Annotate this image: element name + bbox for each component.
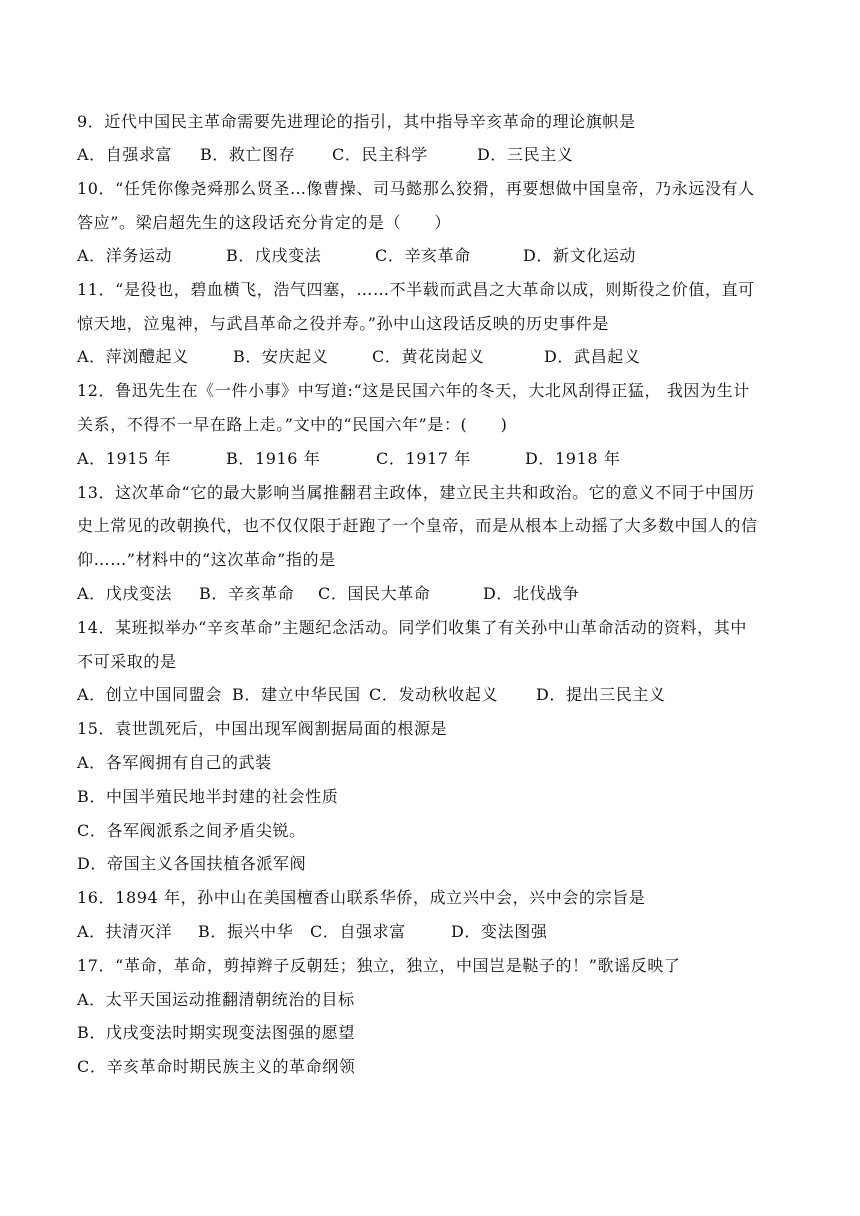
option-d: D．武昌起义 — [544, 347, 641, 366]
option-a: A．戊戌变法 — [77, 584, 173, 603]
question-12-stem-line1: 12．鲁迅先生在《一件小事》中写道:“这是民国六年的冬天，大北风刮得正猛， 我因为生计 — [77, 381, 750, 400]
option-b: B．辛亥革命 — [199, 584, 295, 603]
question-13-stem-line1: 13．这次革命“它的最大影响当属推翻君主政体，建立民主共和政治。它的意义不同于中国历 — [77, 483, 755, 502]
option-a: A．1915 年 — [77, 449, 172, 468]
option-b: B．戊戌变法 — [226, 246, 322, 265]
question-14-stem-line2: 不可采取的是 — [77, 652, 177, 671]
option-c: C．1917 年 — [376, 449, 471, 468]
question-12-stem-line2: 关系，不得不一早在路上走。”文中的“民国六年”是：( ) — [77, 415, 508, 434]
question-15-stem: 15．袁世凯死后，中国出现军阀割据局面的根源是 — [77, 719, 448, 738]
option-c: C．民主科学 — [332, 145, 428, 164]
option-c: C．自强求富 — [310, 922, 406, 941]
question-17-option-c: C．辛亥革命时期民族主义的革命纲领 — [77, 1057, 356, 1076]
question-13-stem-line2: 史上常见的改朝换代，也不仅仅限于赶跑了一个皇帝，而是从根本上动摇了大多数中国人的信 — [77, 516, 758, 535]
question-16-stem: 16．1894 年，孙中山在美国檀香山联系华侨，成立兴中会，兴中会的宗旨是 — [77, 888, 646, 907]
question-17-option-b: B．戊戌变法时期实现变法图强的愿望 — [77, 1023, 355, 1042]
option-a: A．扶清灭洋 — [77, 922, 173, 941]
question-14-stem-line1: 14．某班拟举办“辛亥革命”主题纪念活动。同学们收集了有关孙中山革命活动的资料，其中 — [77, 618, 747, 637]
option-a: A．萍浏醴起义 — [77, 347, 189, 366]
option-b: B．安庆起义 — [233, 347, 329, 366]
option-c: C．发动秋收起义 — [369, 685, 499, 704]
option-a: A．洋务运动 — [77, 246, 173, 265]
question-11-stem-line1: 11．“是役也，碧血横飞，浩气四塞，……不半载而武昌之大革命以成，则斯役之价值，直可 — [77, 280, 755, 299]
question-10-stem-line2: 答应”。梁启超先生的这段话充分肯定的是（ ） — [77, 213, 451, 232]
option-d: D．三民主义 — [477, 145, 574, 164]
option-b: B．1916 年 — [226, 449, 321, 468]
option-d: D．北伐战争 — [483, 584, 580, 603]
option-d: D．提出三民主义 — [536, 685, 666, 704]
option-b: B．救亡图存 — [200, 145, 296, 164]
question-13-stem-line3: 仰……”材料中的“这次革命”指的是 — [77, 550, 336, 569]
option-a: A．创立中国同盟会 — [77, 685, 222, 704]
question-17-option-a: A．太平天国运动推翻清朝统治的目标 — [77, 990, 355, 1009]
option-a: A．自强求富 — [77, 145, 173, 164]
option-d: D．变法图强 — [451, 922, 548, 941]
option-d: D．1918 年 — [525, 449, 621, 468]
question-9-stem: 9．近代中国民主革命需要先进理论的指引，其中指导辛亥革命的理论旗帜是 — [77, 112, 636, 131]
option-b: B．建立中华民国 — [232, 685, 361, 704]
option-c: C．黄花岗起义 — [372, 347, 485, 366]
question-11-stem-line2: 惊天地，泣鬼神，与武昌革命之役并寿。”孙中山这段话反映的历史事件是 — [77, 314, 609, 333]
option-d: D．新文化运动 — [523, 246, 637, 265]
question-15-option-c: C．各军阀派系之间矛盾尖锐。 — [77, 821, 306, 840]
option-b: B．振兴中华 — [198, 922, 294, 941]
option-c: C．国民大革命 — [318, 584, 431, 603]
question-15-option-d: D．帝国主义各国扶植各派军阀 — [77, 854, 307, 873]
question-10-stem-line1: 10．“任凭你像尧舜那么贤圣…像曹操、司马懿那么狡猾，再要想做中国皇帝，乃永远没有人 — [77, 179, 755, 198]
option-c: C．辛亥革命 — [375, 246, 471, 265]
question-15-option-b: B．中国半殖民地半封建的社会性质 — [77, 787, 339, 806]
question-17-stem: 17．“革命，革命，剪掉辫子反朝廷；独立，独立，中国岂是鞑子的！”歌谣反映了 — [77, 956, 681, 975]
question-15-option-a: A．各军阀拥有自己的武装 — [77, 753, 272, 772]
